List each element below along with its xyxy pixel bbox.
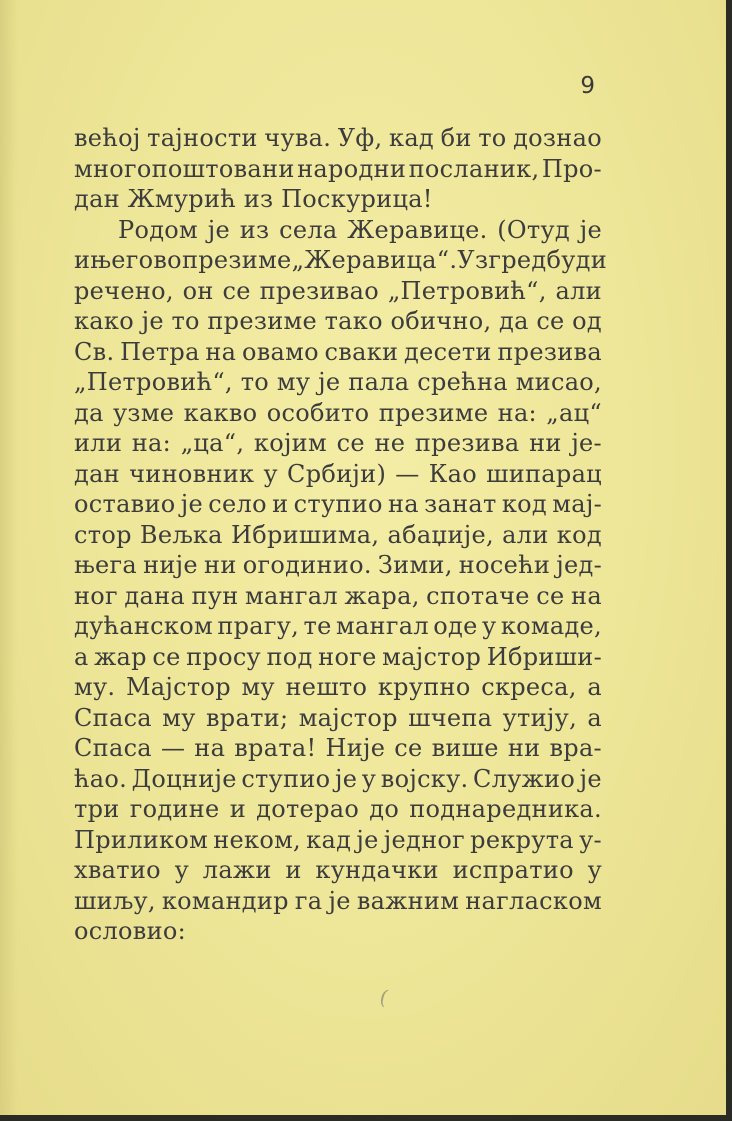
word: на: (131, 429, 172, 457)
word: на: (497, 398, 537, 427)
word: од (572, 307, 602, 335)
word: војску. (380, 764, 469, 793)
word: нагласком (465, 886, 602, 915)
word: а (74, 642, 89, 671)
word: је (141, 307, 164, 335)
text-line (74, 306, 602, 337)
word: је (328, 886, 351, 915)
word: у (482, 612, 497, 640)
word: на (387, 490, 419, 518)
text-line (74, 581, 602, 612)
body-text (74, 123, 607, 947)
word: али (502, 520, 549, 549)
word: ноге (318, 642, 377, 671)
word: је (334, 764, 358, 793)
word: то (240, 368, 270, 396)
word: Петра (120, 337, 200, 366)
word: и (74, 246, 91, 274)
text-line (74, 916, 602, 947)
word: а (587, 703, 602, 732)
word: Доцније (131, 764, 237, 793)
word: какво (183, 398, 258, 427)
word: или (74, 429, 123, 457)
word: презиме (207, 307, 317, 335)
word: презиме (378, 398, 489, 427)
text-line (74, 276, 602, 307)
word: вра- (549, 734, 602, 762)
word: три (74, 795, 120, 823)
word: и (272, 490, 289, 518)
word: из (243, 185, 274, 213)
text-line (74, 825, 602, 856)
word: и (285, 856, 302, 884)
word: ступио (293, 490, 383, 518)
word: Спаса (74, 703, 152, 732)
word: њега (74, 551, 137, 579)
text-line (74, 672, 602, 703)
text-line (74, 123, 602, 154)
text-line (74, 855, 602, 886)
word: „ац“ (546, 398, 602, 427)
word: то (171, 307, 200, 335)
word: дотерао (256, 795, 360, 823)
word: да (499, 307, 529, 335)
word: се (394, 734, 423, 762)
word: мангал (335, 612, 429, 640)
word: Жеравице. (347, 215, 488, 244)
word: стор (74, 520, 132, 549)
word: утију, (502, 703, 578, 732)
text-line (74, 428, 602, 459)
word: многопоштовани (74, 154, 295, 183)
word: носећи (458, 551, 551, 579)
word: Поскурица! (281, 185, 433, 213)
page-stain-mark: ( (377, 984, 391, 1010)
word: Жмурић (127, 185, 237, 213)
word: је (207, 215, 230, 244)
word: Уф, (337, 124, 383, 152)
word: врати; (206, 703, 289, 732)
word: му (241, 673, 275, 701)
word: мајстор (382, 642, 482, 671)
word: Није (325, 734, 386, 762)
word: чиновник (129, 459, 255, 488)
word: Служио (473, 764, 576, 793)
word: занат (424, 490, 497, 518)
text-line (74, 520, 602, 551)
word: ни (529, 429, 562, 457)
word: испратио (452, 856, 574, 884)
word: би (440, 124, 472, 152)
word: из (239, 215, 270, 244)
word: на (205, 337, 237, 366)
word: буди (546, 246, 607, 274)
text-line (74, 642, 602, 673)
text-line (74, 489, 602, 520)
word: презива (414, 429, 520, 457)
word: Зими, (377, 551, 453, 579)
text-line (74, 154, 602, 185)
word: под (266, 642, 313, 671)
word: ступио (241, 764, 331, 793)
word: је (579, 215, 602, 244)
word: се (336, 429, 365, 457)
word: шипарац (486, 459, 602, 488)
word: презива (497, 337, 602, 366)
word: посланик, (408, 154, 540, 183)
word: пала (348, 368, 410, 396)
word: пун (191, 581, 239, 610)
word: га (294, 886, 323, 915)
word: абаџије, (387, 520, 494, 549)
word: обично, (390, 307, 492, 335)
word: на (571, 581, 602, 610)
word: године (129, 795, 220, 823)
word: му. (74, 673, 116, 701)
word: ословио: (74, 917, 187, 945)
word: у (263, 459, 278, 488)
word: Србији) (287, 459, 387, 488)
word: како (74, 307, 134, 335)
word: код (501, 490, 548, 518)
text-line (74, 703, 602, 734)
word: оде (433, 612, 478, 640)
word: му (276, 368, 311, 396)
word: дана (124, 581, 186, 610)
text-line (74, 733, 602, 764)
word: се (152, 642, 181, 671)
text-line (74, 886, 602, 917)
text-line (74, 794, 602, 825)
word: поднаредника. (409, 795, 602, 823)
word: чува. (264, 124, 332, 152)
word: је- (571, 429, 602, 457)
word: његово (90, 246, 182, 274)
word: рекрута (470, 825, 574, 854)
text-line (74, 398, 602, 429)
word: просу (186, 642, 261, 671)
word: лажи (202, 856, 272, 884)
word: јед- (556, 551, 602, 579)
word: кундачки (315, 856, 439, 884)
word: „Петровић“, (387, 276, 547, 305)
word: десети (404, 337, 492, 366)
word: тако (324, 307, 383, 335)
word: он (182, 276, 214, 305)
word: огодинио. (242, 551, 372, 579)
word: „Жеравица“. (291, 246, 458, 274)
word: презивао (259, 276, 379, 305)
word: на (194, 734, 226, 762)
word: — (395, 459, 420, 488)
word: Спаса (74, 734, 152, 762)
word: село (208, 490, 267, 518)
word: узме (113, 398, 175, 427)
word: тајности (147, 124, 258, 152)
word: дућанском (74, 612, 213, 640)
word: у (174, 856, 190, 884)
word: се (536, 581, 565, 610)
word: командир (161, 886, 289, 915)
word: код (556, 520, 602, 549)
word: спотаче (426, 581, 530, 610)
word: мајстор (298, 703, 398, 732)
word: више (431, 734, 499, 762)
word: прагу, (217, 612, 300, 640)
word: важним (356, 886, 460, 915)
word: се (536, 307, 565, 335)
word: оставио (74, 490, 176, 518)
word: Ибришима, (230, 520, 380, 549)
word: мај- (552, 490, 602, 518)
word: мисао, (515, 368, 602, 396)
text-line (74, 337, 602, 368)
text-line (74, 215, 602, 246)
word: дознао (513, 124, 602, 152)
word: овамо (241, 337, 319, 366)
text-line (74, 764, 602, 795)
word: скреса, (481, 673, 577, 701)
word: хватио (74, 856, 161, 884)
word: Приликом (74, 825, 209, 854)
page-number: 9 (580, 73, 596, 99)
word: му (162, 703, 196, 732)
word: сваки (324, 337, 399, 366)
word: то (478, 124, 507, 152)
word: шчепа (408, 703, 493, 732)
word: мангал (245, 581, 338, 610)
paragraph-1 (74, 123, 602, 215)
word: једног (383, 825, 465, 854)
word: већој (74, 124, 141, 152)
word: није (143, 551, 198, 579)
word: Ибриши- (486, 642, 602, 671)
word: а (587, 673, 602, 701)
word: али (555, 276, 602, 305)
text-line (74, 611, 602, 642)
word: — (160, 734, 186, 762)
text-line (74, 184, 602, 215)
text-line (74, 245, 607, 276)
text-line (74, 550, 602, 581)
word: и (229, 795, 246, 823)
word: се (222, 276, 251, 305)
word: Узгред (457, 246, 547, 274)
word: села (279, 215, 338, 244)
word: „Петровић“, (74, 368, 233, 396)
word: Про- (541, 154, 602, 183)
word: Мајстор (125, 673, 231, 701)
word: ни (204, 551, 237, 579)
word: речено, (74, 276, 174, 305)
word: је (318, 368, 341, 396)
word: (Отуд (497, 215, 570, 244)
word: ног (74, 581, 118, 610)
word: презиме (181, 246, 292, 274)
word: Св. (74, 337, 115, 366)
word: Вељка (139, 520, 223, 549)
word: ни (507, 734, 541, 762)
word: кад (389, 124, 435, 152)
word: у (587, 856, 602, 884)
word: да (74, 398, 104, 427)
word: којим (253, 429, 327, 457)
word: нешто (285, 673, 368, 701)
word: у- (579, 825, 602, 854)
word: комаде, (500, 612, 602, 640)
word: ћао. (74, 764, 128, 793)
text-line (74, 367, 602, 398)
word: неком, (213, 825, 301, 854)
word: крупно (377, 673, 471, 701)
word: Као (428, 459, 477, 488)
word: до (369, 795, 400, 823)
word: особито (266, 398, 370, 427)
word: шиљу, (74, 886, 156, 915)
word: је (579, 764, 602, 793)
word: је (180, 490, 204, 518)
word: жара, (344, 581, 420, 610)
word: дан (74, 459, 120, 488)
word: врата! (234, 734, 317, 762)
word: у (361, 764, 377, 793)
paragraph-2 (74, 215, 607, 947)
word: не (374, 429, 406, 457)
word: Родом (118, 215, 198, 244)
word: народни (297, 154, 407, 183)
word: дан (74, 185, 120, 213)
word: је (356, 825, 379, 854)
text-line (74, 459, 602, 490)
word: те (303, 612, 332, 640)
word: кад (306, 825, 352, 854)
word: жар (94, 642, 147, 671)
word: срећна (417, 368, 508, 396)
word: „ца“, (180, 429, 245, 457)
